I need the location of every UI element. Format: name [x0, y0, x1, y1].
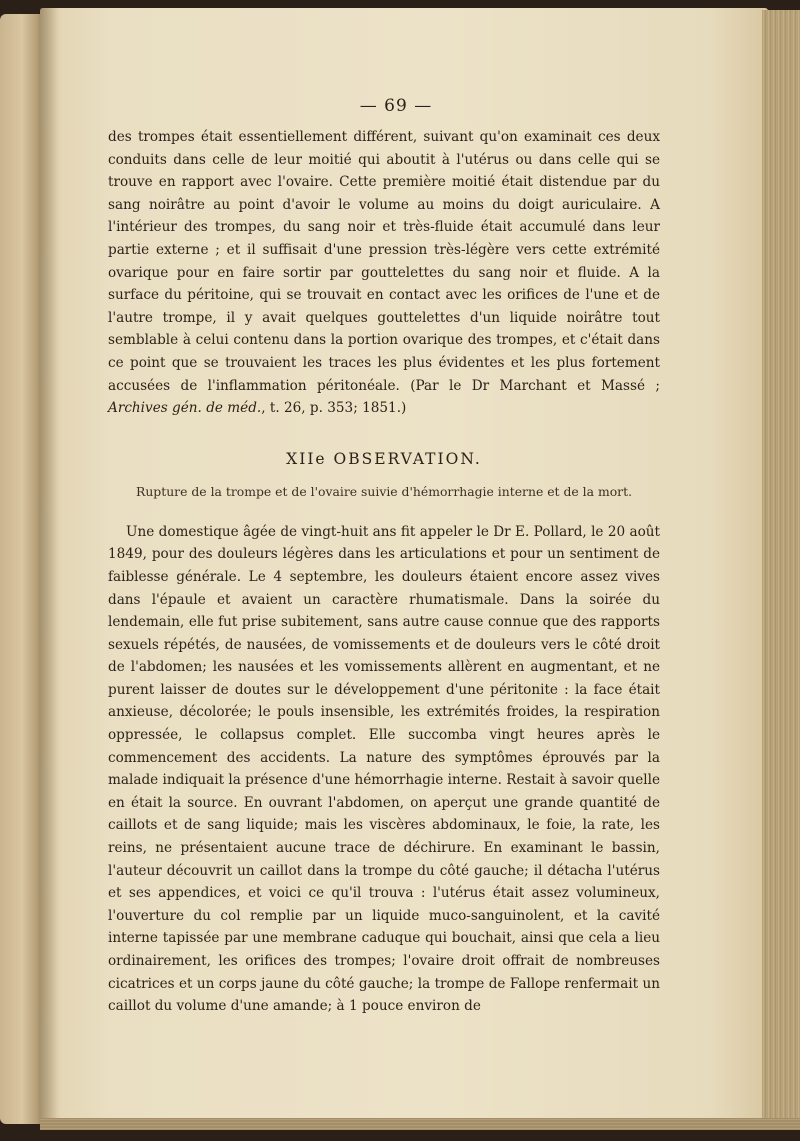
paragraph-continued-text: des trompes était essentiellement différent, suivant qu'on examinait ces deux conduits dans celle de leur moitié qui aboutit à l'utérus ou dans celle qui se trouve en rapport avec l'ovaire. Cette première moitié était distendue par du sang noirâtre au point d'avoir le volume au moins du doigt auriculaire. A l'intérieur des trompes, du sang noir et très-fluide était accumulé dans leur partie externe ; et il suffisait d'une pression très-légère vers cette extrémité ovarique pour en faire sortir par gouttelettes du sang noir et fluide. A la surface du péritoine, qui se trouvait en contact avec les orifices de l'une et de l'autre trompe, il y avait quelques gouttelettes d'un liquide noirâtre tout semblable à celui contenu dans la portion ovarique des trompes, et c'était dans ce point que se trouvaient les traces les plus évidentes et les plus fortement accusées de l'inflammation péritonéale. (Par le Dr Marchant et Massé ; — [108, 129, 660, 394]
page-stack-right — [762, 10, 800, 1122]
observation-subheading: Rupture de la trompe et de l'ovaire suivie d'hémorrhagie interne et de la mort. — [135, 483, 633, 499]
page-number: — 69 — — [359, 96, 433, 116]
citation-end: , t. 26, p. 353; 1851.) — [261, 400, 407, 417]
paragraph-continued — [108, 126, 660, 420]
page-stack-bottom — [40, 1118, 800, 1130]
page-content — [108, 96, 660, 1018]
journal-title: Archives gén. de méd. — [108, 400, 262, 417]
gutter-shadow — [40, 8, 58, 1126]
left-page-edge — [0, 14, 44, 1124]
observation-heading: XIIe OBSERVATION. — [286, 449, 482, 468]
observation-body: Une domestique âgée de vingt-huit ans fit appeler le Dr E. Pollard, le 20 août 1849, pour des douleurs légères dans les articulations et pour un sentiment de faiblesse générale. Le 4 septembre, les douleurs étaient encore assez vives dans l'épaule et avaient un caractère rhumatismale. Dans la soirée du lendemain, elle fut prise subitement, sans autre cause connue que des rapports sexuels répétés, de nausées, de vomissements et de douleurs vers le côté droit de l'abdomen; les nausées et les vomissements allèrent en augmentant, et ne purent laisser de doutes sur le développement d'une péritonite : la face était anxieuse, décolorée; le pouls insensible, les extrémités froides, la respiration oppressée, le collapsus complet. Elle succomba vingt heures après le commencement des accidents. La nature des symptômes éprouvés par la malade indiquait la présence d'une hémorrhagie interne. Restait à savoir quelle en était la source. En ouvrant l'abdomen, on aperçut une grande quantité de caillots et de sang liquide; mais les viscères abdominaux, le foie, la rate, les reins, ne présentaient aucune trace de déchirure. En examinant le bassin, l'auteur découvrit un caillot dans la trompe du côté gauche; il détacha l'utérus et ses appendices, et voici ce qu'il trouva : l'utérus était assez volumineux, l'ouverture du col remplie par un liquide muco-sanguinolent, et la cavité interne tapissée par une membrane caduque qui bouchait, ainsi que cela a lieu ordinairement, les orifices des trompes; l'ovaire droit offrait de nombreuses cicatrices et un corps jaune du côté gauche; la trompe de Fallope renfermait un caillot du volume d'une amande; à 1 pouce environ de — [108, 523, 660, 1015]
